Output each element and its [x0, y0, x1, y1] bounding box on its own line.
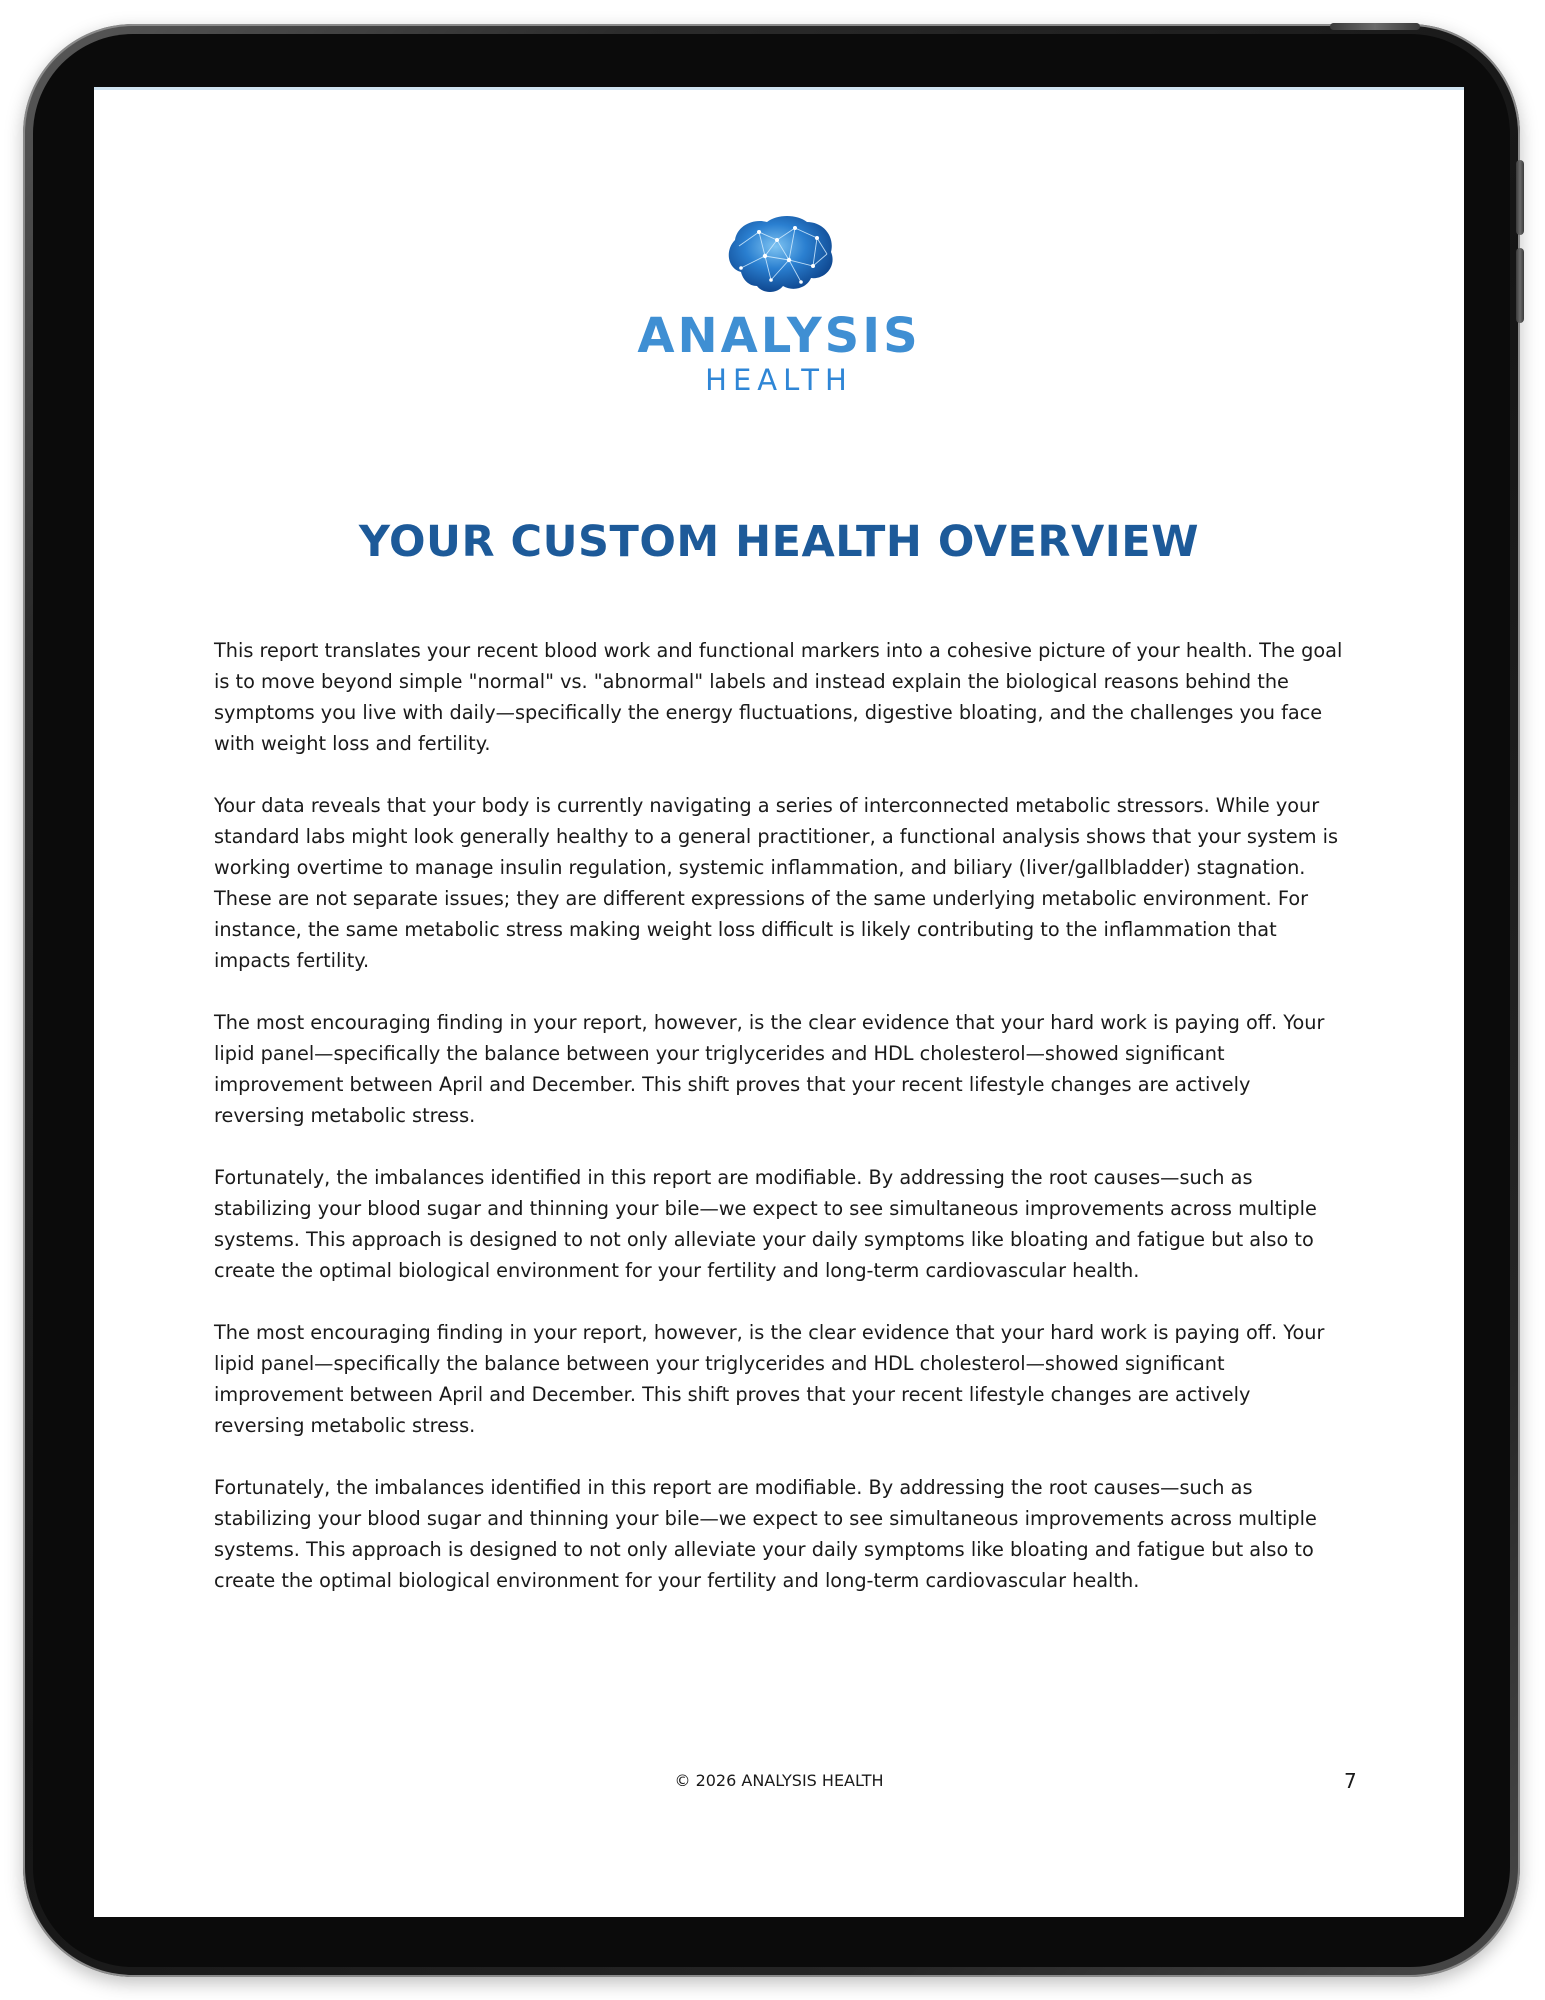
page-number: 7 — [1344, 1769, 1357, 1793]
brand-logo — [94, 210, 1464, 395]
paragraph: Fortunately, the imbalances identified in this report are modifiable. By addressing the root causes—such as stabilizing your blood sugar and thinning your bile—we expect to see simultaneous improvements across multiple systems. This approach is designed to not only alleviate your daily symptoms like bloating and fatigue but also to create the optimal biological environment for your fertility and long-term cardiovascular health. — [214, 1476, 1317, 1592]
paragraph: The most encouraging finding in your report, however, is the clear evidence that your hard work is paying off. Your lipid panel—specifically the balance between your triglycerides and HDL cholesterol—showed significant improvement between April and December. This shift proves that your recent lifestyle changes are actively reversing metabolic stress. — [214, 1011, 1325, 1127]
paragraph: The most encouraging finding in your report, however, is the clear evidence that your hard work is paying off. Your lipid panel—specifically the balance between your triglycerides and HDL cholesterol—showed significant improvement between April and December. This shift proves that your recent lifestyle changes are actively reversing metabolic stress. — [214, 1321, 1325, 1437]
paragraph: Fortunately, the imbalances identified in this report are modifiable. By addressing the root causes—such as stabilizing your blood sugar and thinning your bile—we expect to see simultaneous improvements across multiple systems. This approach is designed to not only alleviate your daily symptoms like bloating and fatigue but also to create the optimal biological environment for your fertility and long-term cardiovascular health. — [214, 1166, 1317, 1282]
brain-icon — [719, 210, 839, 300]
volume-up-button — [1516, 160, 1524, 235]
report-body — [214, 635, 1344, 1627]
volume-down-button — [1516, 248, 1524, 323]
paragraph: This report translates your recent blood work and functional markers into a cohesive picture of your health. The goal is to move beyond simple "normal" vs. "abnormal" labels and instead explain the biological reasons behind the symptoms you live with daily—specifically the energy fluctuations, digestive bloating, and the challenges you face with weight loss and fertility. — [214, 639, 1343, 755]
page-title: YOUR CUSTOM HEALTH OVERVIEW — [358, 517, 1200, 567]
power-button — [1330, 23, 1420, 30]
logo-subtitle: HEALTH — [705, 363, 853, 397]
document-page — [94, 87, 1464, 1917]
footer-copyright: © 2026 ANALYSIS HEALTH — [674, 1771, 884, 1790]
paragraph: Your data reveals that your body is currently navigating a series of interconnected metabolic stressors. While your standard labs might look generally healthy to a general practitioner, a functional analysis shows that your system is working overtime to manage insulin regulation, systemic inflammation, and biliary (liver/gallbladder) stagnation. These are not separate issues; they are different expressions of the same underlying metabolic environment. For instance, the same metabolic stress making weight loss difficult is likely contributing to the inflammation that impacts fertility. — [214, 794, 1339, 972]
logo-wordmark: ANALYSIS — [637, 308, 921, 364]
